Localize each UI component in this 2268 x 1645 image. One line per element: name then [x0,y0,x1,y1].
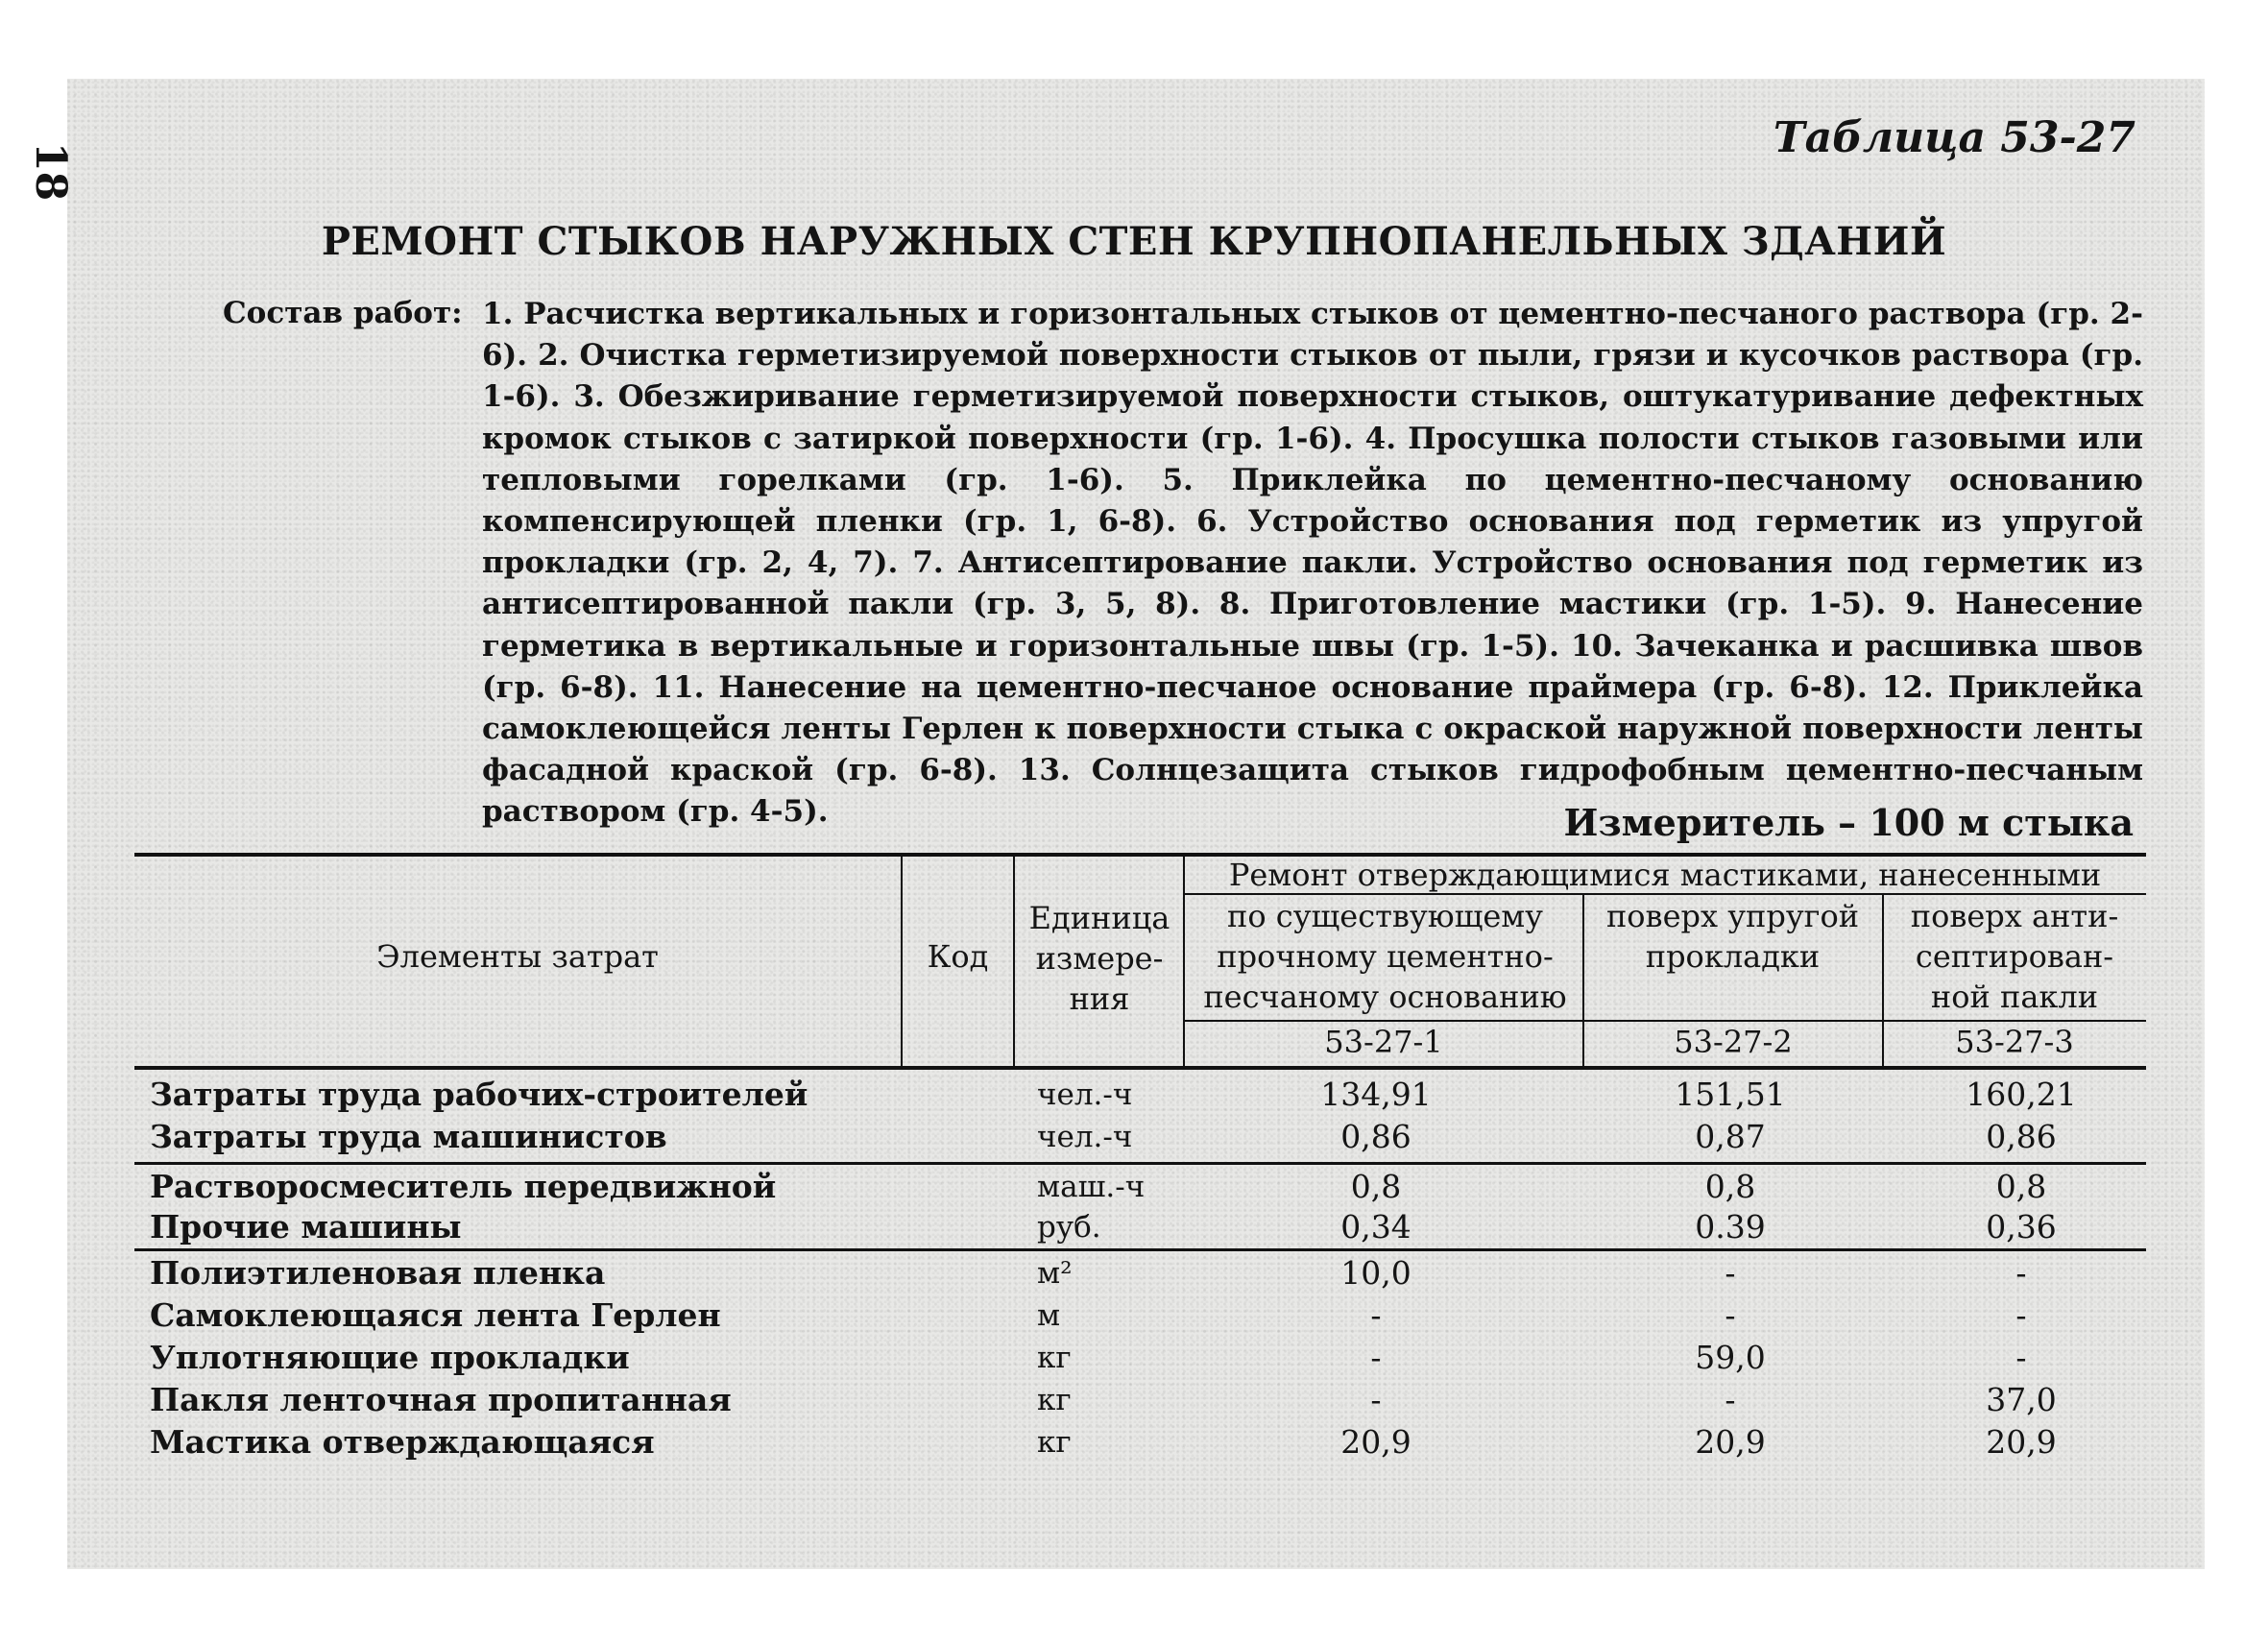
header-code1: 53-27-1 [1324,1024,1443,1060]
table-row-value: 0.39 [1695,1208,1766,1246]
table-row-unit: м [1037,1298,1061,1333]
table-row-label: Мастика отверждающаяся [150,1423,655,1461]
table-row-value: - [1725,1381,1736,1418]
page-number: 18 [26,142,75,202]
table-row-value: 20,9 [1695,1423,1766,1461]
table-row-value: 0,87 [1695,1118,1766,1155]
table-row-value: - [2015,1254,2027,1292]
table-row-unit: м² [1037,1256,1073,1291]
table-row-value: 0,8 [1704,1168,1756,1205]
table-row-value: 10,0 [1340,1254,1411,1292]
table-row-value: 37,0 [1986,1381,2057,1418]
header-unit: Единица измере-ния [1028,900,1170,1017]
table-row-label: Затраты труда машинистов [150,1118,667,1155]
table-row-unit: руб. [1037,1210,1101,1245]
table-row-unit: чел.-ч [1037,1077,1133,1112]
table-row-value: - [1370,1296,1382,1334]
measure-unit-note: Измеритель – 100 м стыка [1563,801,2134,844]
table-row-label: Полиэтиленовая пленка [150,1254,606,1292]
table-row-value: - [2015,1296,2027,1334]
composition-text: 1. Расчистка вертикальных и горизонтальных стыков от цементно-песчаного раствора (гр. 2-6). 2. Очистка герметизируемой поверхности стыков от пыли, грязи и кусочков раствора (гр. 1-6). 3. Обезжиривание герметизируемой поверхности стыков, оштукатуривание дефектных кромок стыков с затиркой поверхности (гр. 1-6). 4. Просушка полости стыков газовыми или тепловыми горелками (гр. 1-6). 5. Приклейка по цементно-песчаному основанию компенсирующей пленки (гр. 1, 6-8). 6. Устройство основания под герметик из упругой прокладки (гр. 2, 4, 7). 7. Антисептирование пакли. Устройство основания под герметик из антисептированной пакли (гр. 3, 5, 8). 8. Приготовление мастики (гр. 1-5). 9. Нанесение герметика в вертикальные и горизонтальные швы (гр. 1-5). 10. Зачеканка и расшивка швов (гр. 6-8). 11. Нанесение на цементно-песчаное основание праймера (гр. 6-8). 12. Приклейка самоклеющейся ленты Герлен к поверхности стыка с окраской наружной поверхности ленты фасадной краской (гр. 6-8). 13. Солнцезащита стыков гидрофобным цементно-песчаным раствором (гр. 4-5). [482,297,2143,830]
table-row-label: Уплотняющие прокладки [150,1339,630,1376]
header-code3: 53-27-3 [1955,1024,2074,1060]
table-row-value: 151,51 [1675,1076,1786,1113]
header-group: Ремонт отверждающимися мастиками, нанесенными [1228,857,2102,893]
table-row-unit: маш.-ч [1037,1170,1146,1204]
header-elements: Элементы затрат [376,938,659,975]
table-row-value: 0,86 [1986,1118,2057,1155]
table-row-label: Пакля ленточная пропитанная [150,1381,732,1418]
table-row-value: 20,9 [1340,1423,1411,1461]
header-col3: поверх анти-септирован-ной пакли [1910,898,2119,1015]
table-row-value: - [1370,1339,1382,1376]
header-col1: по существующему прочному цементно-песчаному основанию [1203,898,1567,1015]
header-code: Код [927,938,989,975]
table-row-label: Растворосмеситель передвижной [150,1168,777,1205]
table-number: Таблица 53-27 [1773,113,2135,162]
table-row-unit: кг [1037,1341,1072,1375]
table-row-unit: чел.-ч [1037,1120,1133,1154]
header-col2: поверх упругой прокладки [1605,898,1860,975]
table-row-value: 20,9 [1986,1423,2057,1461]
table-row-label: Затраты труда рабочих-строителей [150,1076,808,1113]
table-row-label: Самоклеющаяся лента Герлен [150,1296,721,1334]
header-code2: 53-27-2 [1674,1024,1793,1060]
composition-label: Состав работ: [223,296,463,330]
table-row-value: 0,34 [1340,1208,1411,1246]
page-title: РЕМОНТ СТЫКОВ НАРУЖНЫХ СТЕН КРУПНОПАНЕЛЬНЫХ ЗДАНИЙ [321,219,1947,264]
table-row-unit: кг [1037,1425,1072,1460]
table-row-value: 0,8 [1995,1168,2047,1205]
table-row-value: 59,0 [1695,1339,1766,1376]
table-row-value: - [1725,1254,1736,1292]
table-row-unit: кг [1037,1383,1072,1417]
table-row-value: 134,91 [1320,1076,1432,1113]
table-row-value: 0,36 [1986,1208,2057,1246]
table-row-value: 160,21 [1966,1076,2077,1113]
table-row-value: - [2015,1339,2027,1376]
table-row-value: 0,86 [1340,1118,1411,1155]
table-row-value: - [1370,1381,1382,1418]
table-row-label: Прочие машины [150,1208,462,1246]
table-row-value: - [1725,1296,1736,1334]
table-row-value: 0,8 [1350,1168,1402,1205]
